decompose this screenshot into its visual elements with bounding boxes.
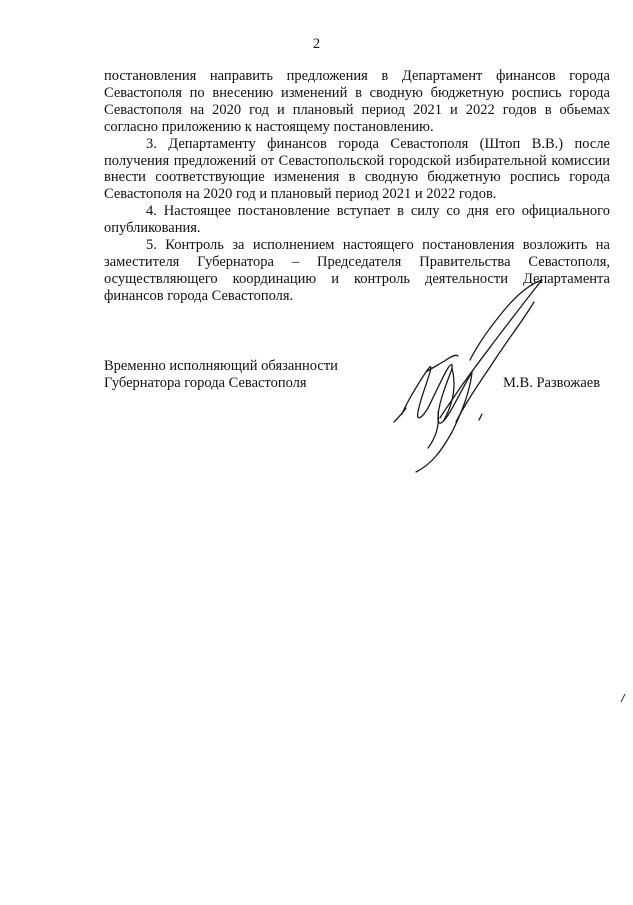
handwritten-signature: [382, 272, 552, 477]
paragraph-item-5: 5. Контроль за исполнением настоящего постановления возложить на заместителя Губернатора – Председателя Правительства Севастополя, осуществляющего координацию и контроль деятельности Департамента финансов города Севастополя.: [104, 237, 610, 304]
paragraph-continuation: постановления направить предложения в Департамент финансов города Севастополя по внесению изменений в сводную бюджетную роспись города Севастополя на 2020 год и плановый период 2021 и 2022 годов в обьемах согласно приложению к настоящему постановлению.: [104, 68, 610, 135]
signatory-position: [104, 358, 338, 392]
page-number: 2: [312, 36, 321, 52]
paragraph-item-3: 3. Департаменту финансов города Севастополя (Штоп В.В.) после получения предложений от Севастопольской городской избирательной комиссии внести соответствующие изменения в сводную бюджетную роспись города Севастополя на 2020 год и плановый период 2021 и 2022 годов.: [104, 135, 610, 203]
signatory-position-line2: Губернатора города Севастополя: [104, 375, 307, 391]
signatory-name: М.В. Развожаев: [503, 375, 601, 391]
stray-pen-mark: [620, 693, 626, 703]
signatory-position-line1: Временно исполняющий обязанности: [104, 358, 338, 374]
document-body: [104, 68, 610, 305]
paragraph-item-4: 4. Настоящее постановление вступает в силу со дня его официального опубликования.: [104, 203, 610, 237]
